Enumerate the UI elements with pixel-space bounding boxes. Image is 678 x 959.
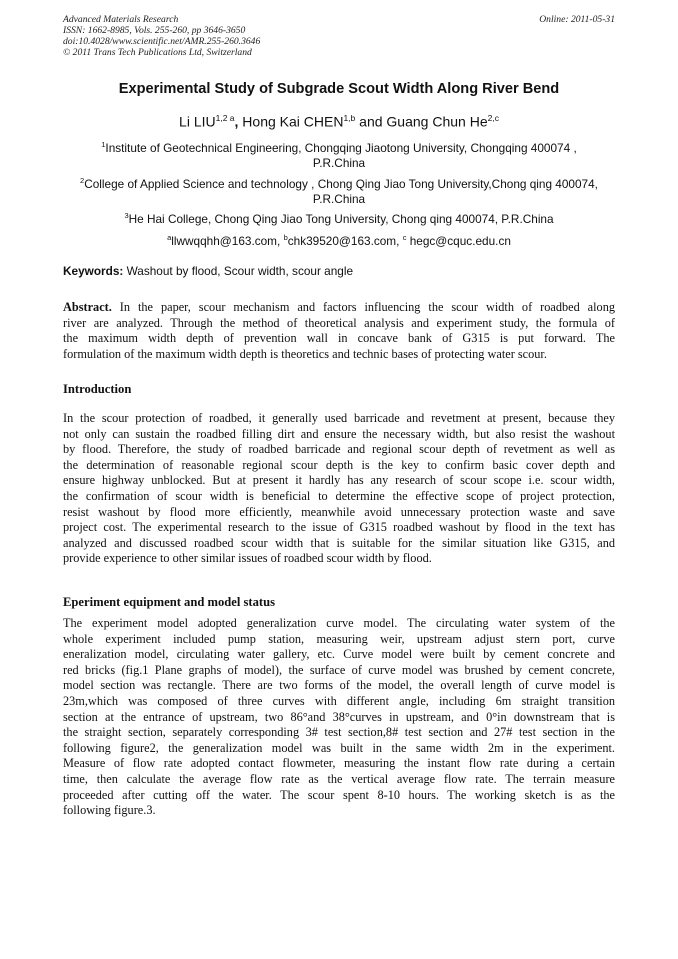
email-mark: c <box>402 233 407 242</box>
body-line: project cost. The experimental research to the issue of G315 roadbed washout by flood in the text has <box>63 520 615 535</box>
affiliation-text: Institute of Geotechnical Engineering, Chongqing Jiaotong University, Chongqing 400074 , <box>105 140 577 155</box>
body-line: resist washout by flood more efficiently, meanwhile avoid unnecessary protection waste and save <box>63 504 615 519</box>
author-name: Hong Kai CHEN <box>242 113 344 130</box>
body-line: time, then calculate the average flow rate as the vertical average flow rate. The terrain measure <box>63 771 615 786</box>
author-name: Li LIU <box>179 113 216 130</box>
body-line: analyzed and discussed roadbed scour width that is suitable for the similar situation like G315, and <box>63 535 615 550</box>
author-name: Guang Chun He <box>386 113 488 130</box>
equipment-heading: Eperiment equipment and model status <box>63 595 276 609</box>
online-date: Online: 2011-05-31 <box>539 14 615 25</box>
email-line <box>55 230 623 249</box>
affiliation-number: 3 <box>124 211 129 220</box>
affiliation-1 <box>55 137 623 172</box>
journal-name: Advanced Materials Research <box>63 14 179 25</box>
author-list <box>40 113 638 130</box>
introduction-heading: Introduction <box>63 382 132 396</box>
keywords <box>63 264 615 278</box>
body-line: proceeded after cutting off the water. The scour spent 8-10 hours. The working sketch is as the <box>63 787 615 802</box>
affiliation-text: P.R.China <box>312 192 366 207</box>
body-line: model section was rectangle. There are two forms of the model, the overall length of curve model is <box>63 678 615 693</box>
email-address[interactable]: chk39520@163.com, <box>287 233 403 248</box>
author-affiliation-mark: 1,b <box>343 113 356 123</box>
email-address[interactable]: hegc@cquc.edu.cn <box>406 233 511 248</box>
affiliation-3 <box>55 208 623 227</box>
body-line: following figure.3. <box>63 803 156 818</box>
body-line: the straight section, separately corresponding 3# test section,8# test section and 27# test section in the <box>63 725 615 740</box>
body-line: eneralization model, circulating water gallery, etc. Curve model were built by cement concrete and <box>63 647 615 662</box>
body-line: by flood. Therefore, the study of roadbed barricade and regional scour depth of revetment as well as <box>63 442 615 457</box>
body-line: The experiment model adopted generalization curve model. The circulating water system of the <box>63 616 615 630</box>
author-affiliation-mark: 2,c <box>487 113 499 123</box>
abstract-label: Abstract. <box>63 300 112 314</box>
author-separator: , <box>234 113 243 130</box>
affiliation-number: 2 <box>80 176 85 185</box>
body-line: Measure of flow rate adopted contact flowmeter, measuring the instant flow rate during a certain <box>63 756 615 771</box>
body-line: In the scour protection of roadbed, it generally used barricade and revetment at present, because they <box>63 411 615 425</box>
affiliation-text: P.R.China <box>312 156 366 171</box>
body-line: section at the entrance of upstream, two 86°and 38°curves in upstream, and 0°in downstream that is <box>63 709 615 724</box>
body-line: ensure highway unblocked. But at present it hardly has any research of scour scope i.e. scour width, <box>63 473 615 488</box>
copyright-line: © 2011 Trans Tech Publications Ltd, Switzerland <box>63 47 252 58</box>
issn-line: ISSN: 1662-8985, Vols. 255-260, pp 3646-3650 <box>63 25 246 36</box>
doi-line[interactable]: doi:10.4028/www.scientific.net/AMR.255-260.3646 <box>63 36 261 47</box>
keywords-text: Washout by flood, Scour width, scour angle <box>123 264 354 278</box>
abstract-line: formulation of the maximum width depth is theoretics and technic bases of protecting water scour. <box>63 346 547 361</box>
body-line: following figure2, the generalization model was built in the same width 2m in the experiment. <box>63 740 615 755</box>
body-line: provide experience to other similar issues of roadbed scour width by flood. <box>63 551 432 566</box>
paper-title: Experimental Study of Subgrade Scout Width Along River Bend <box>118 81 560 97</box>
introduction-body <box>63 411 615 567</box>
body-line: 23m,which was composed of three curves with different angle, including 6m straight transition <box>63 693 615 708</box>
affiliation-text: He Hai College, Chong Qing Jiao Tong University, Chong qing 400074, P.R.China <box>128 211 554 226</box>
body-line: the determination of reasonable regional scour depth is the key to confirm basic cover depth and <box>63 457 615 472</box>
affiliation-text: College of Applied Science and technology , Chong Qing Jiao Tong University,Chong qing 400074, <box>84 176 598 191</box>
affiliation-2 <box>55 173 623 208</box>
email-address[interactable]: llwwqqhh@163.com, <box>171 233 284 248</box>
abstract-line: the maximum width depth of prevention wall in concave bank of G315 is put forward. The <box>63 331 615 346</box>
body-line: red bricks (fig.1 Plane graphs of model), the surface of curve model was brushed by cement concrete, <box>63 662 615 677</box>
keywords-label: Keywords: <box>63 264 124 278</box>
affiliation-number: 1 <box>101 140 106 149</box>
email-mark: a <box>167 233 172 242</box>
author-separator: and <box>355 113 387 130</box>
equipment-body <box>63 616 615 819</box>
abstract-line: river are analyzed. Through the method of theoretical analysis and experiment study, the formula of <box>63 315 615 330</box>
email-mark: b <box>283 233 288 242</box>
body-line: whole experiment included pump station, measuring weir, upstream adjust stern port, curve <box>63 631 615 646</box>
body-line: the confirmation of scour width is beneficial to determine the effective scope of project protection, <box>63 488 615 503</box>
body-line: not only can sustain the roadbed filling dirt and ensure the necessary width, but also resist the washout <box>63 426 615 441</box>
abstract-line: Abstract. In the paper, scour mechanism and factors influencing the scour width of roadbed along <box>63 300 615 314</box>
abstract <box>63 300 615 362</box>
author-affiliation-mark: 1,2 a <box>215 113 235 123</box>
journal-header <box>63 14 615 58</box>
